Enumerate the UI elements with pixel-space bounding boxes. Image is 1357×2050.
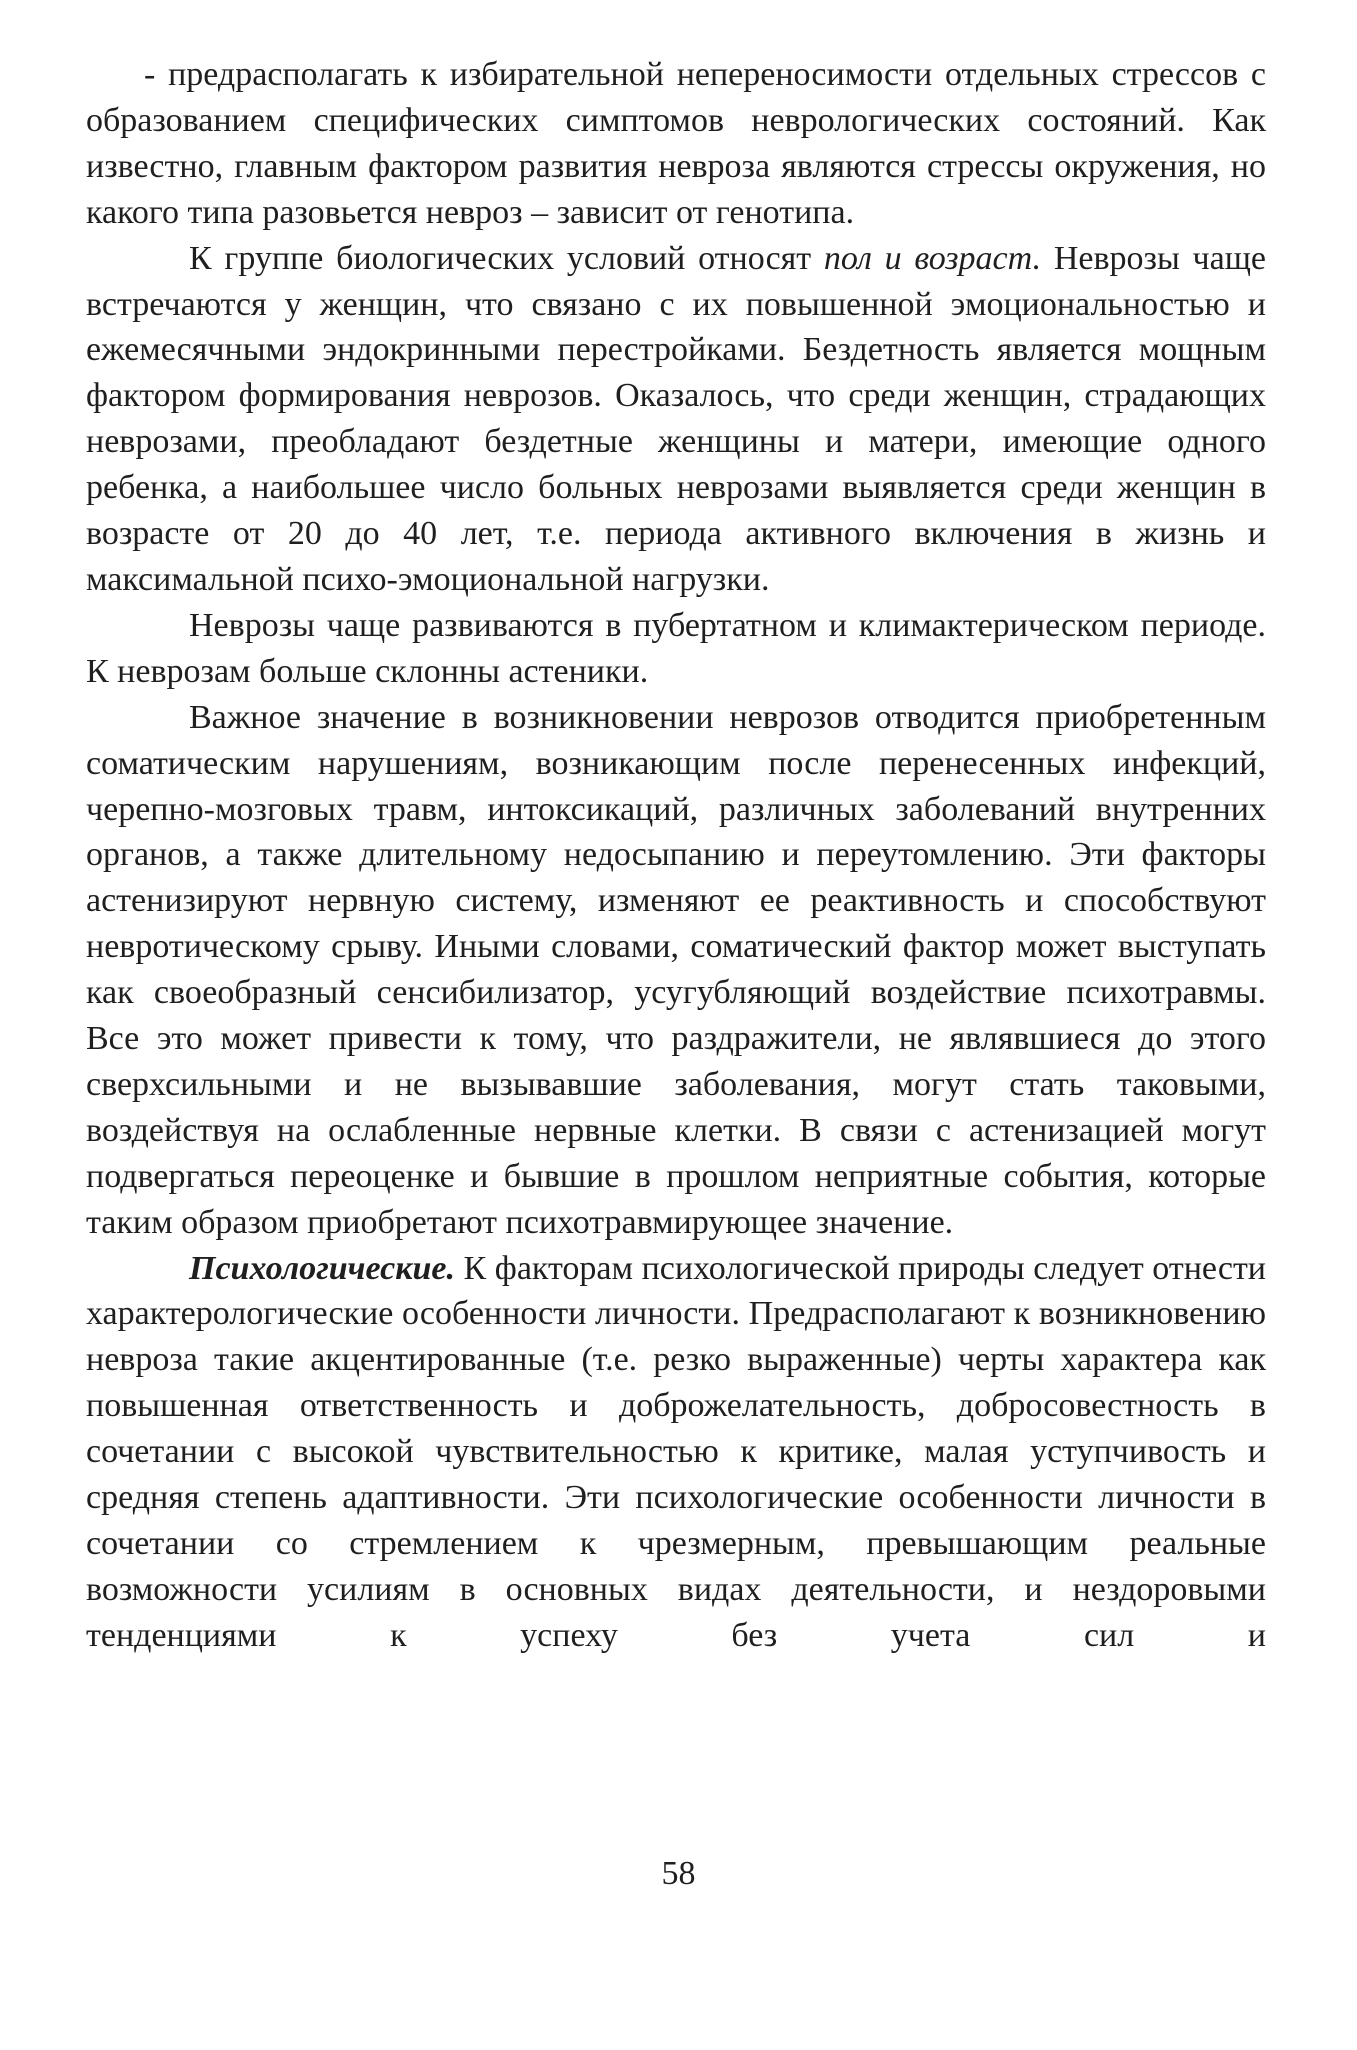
section-heading-psychological: Психологические.	[189, 1249, 455, 1287]
paragraph-stress-susceptibility	[86, 52, 1266, 236]
paragraph-text: Неврозы чаще развиваются в пубертатном и климактерическом периоде. К неврозам больше склонны астеники.	[86, 606, 1266, 690]
paragraph-text-lead: К группе биологических условий относят	[189, 239, 824, 277]
paragraph-text-rest: К факторам психологической природы следует отнести характерологические особенности личности. Предрасполагают к возникновению невроза такие акцентированные (т.е. резко выраженные) черты характера как повышенная ответственность и доброжелательность, добросовестность в сочетании с высокой чувствительностью к критике, малая уступчивость и средняя степень адаптивности. Эти психологические особенности личности в сочетании со стремлением к чрезмерным, превышающим реальные возможности усилиям в основных видах деятельности, и нездоровыми тенденциями к успеху без учета сил и	[86, 1249, 1266, 1654]
body-text	[86, 52, 1266, 1659]
paragraph-puberty-climacteric	[86, 603, 1266, 695]
paragraph-somatic-factors	[86, 695, 1266, 1246]
paragraph-text: Важное значение в возникновении неврозов отводится приобретенным соматическим нарушениям, возникающим после перенесенных инфекций, черепно-мозговых травм, интоксикаций, различных заболеваний внутренних органов, а также длительному недосыпанию и переутомлению. Эти факторы астенизируют нервную систему, изменяют ее реактивность и способствуют невротическому срыву. Иными словами, соматический фактор может выступать как своеобразный сенсибилизатор, усугубляющий воздействие психотравмы. Все это может привести к тому, что раздражители, не являвшиеся до этого сверхсильными и не вызывавшие заболевания, могут стать таковыми, воздействуя на ослабленные нервные клетки. В связи с астенизацией могут подвергаться переоценке и бывшие в прошлом неприятные события, которые таким образом приобретают психотравмирующее значение.	[86, 698, 1266, 1241]
emphasis-sex-age: пол и возраст.	[823, 239, 1042, 277]
paragraph-text: - предрасполагать к избирательной непереносимости отдельных стрессов с образованием специфических симптомов неврологических состояний. Как известно, главным фактором развития невроза являются стрессы окружения, но какого типа разовьется невроз – зависит от генотипа.	[86, 56, 1266, 231]
paragraph-psychological-factors	[86, 1246, 1266, 1659]
page-number: 58	[661, 1855, 696, 1892]
paragraph-text-rest: Неврозы чаще встречаются у женщин, что связано с их повышенной эмоциональностью и ежемесячными эндокринными перестройками. Бездетность является мощным фактором формирования неврозов. Оказалось, что среди женщин, страдающих неврозами, преобладают бездетные женщины и матери, имеющие одного ребенка, а наибольшее число больных неврозами выявляется среди женщин в возрасте от 20 до 40 лет, т.е. периода активного включения в жизнь и максимальной психо-эмоциональной нагрузки.	[86, 239, 1266, 598]
paragraph-biological-conditions	[86, 236, 1266, 603]
